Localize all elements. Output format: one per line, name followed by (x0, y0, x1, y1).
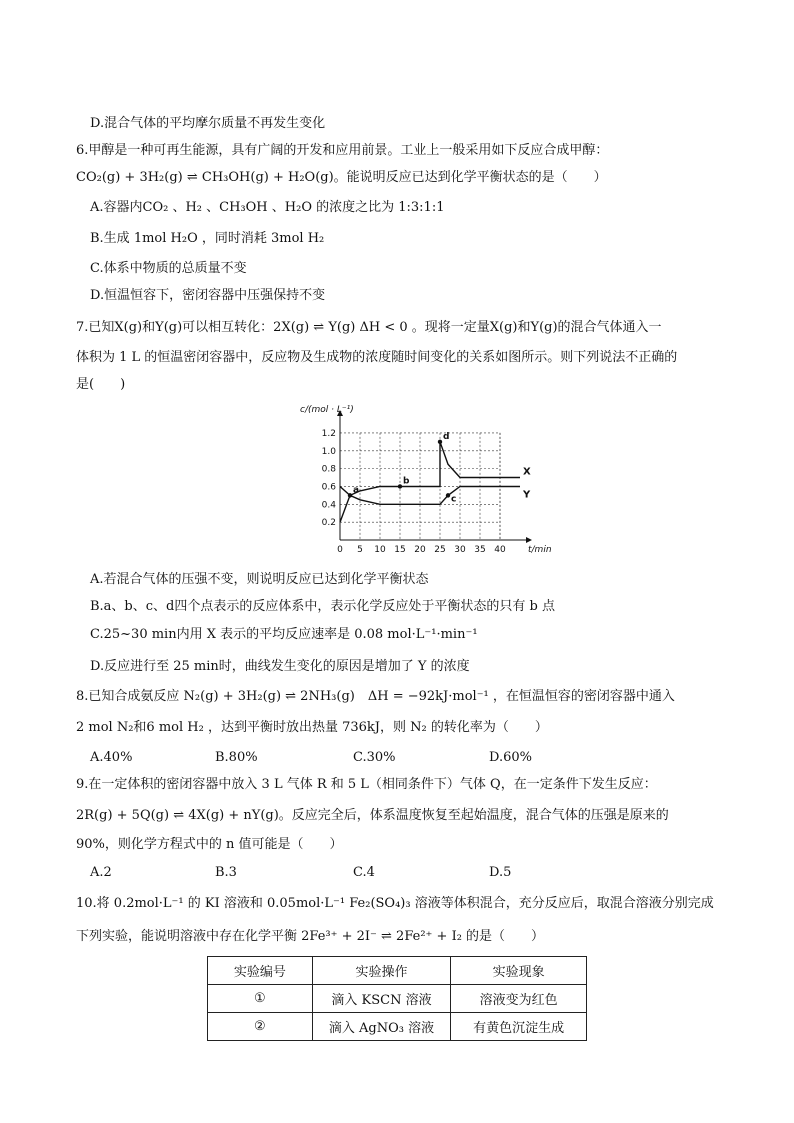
q6-option-d: D.恒温恒容下，密闭容器中压强保持不变 (90, 288, 326, 303)
q10-stem-line-1: 10.将 0.2mol·L⁻¹ 的 KI 溶液和 0.05mol·L⁻¹ Fe₂(SO₄)₃ 溶液等体积混合，充分反应后，取混合溶液分别完成 (76, 896, 714, 911)
y-tick-label: 0.2 (321, 518, 336, 529)
table-cell: 有黄色沉淀生成 (451, 1013, 587, 1041)
q8-option-c: C.30% (353, 750, 396, 765)
q9-option-b: B.3 (215, 865, 237, 880)
q6-equation: CO₂(g) + 3H₂(g) ⇌ CH₃OH(g) + H₂O(g)。能说明反应已达到化学平衡状态的是（ ） (76, 170, 607, 185)
q7-option-d: D.反应进行至 25 min时，曲线发生变化的原因是增加了 Y 的浓度 (90, 659, 470, 674)
q9-option-d: D.5 (489, 865, 512, 880)
q8-stem-line-2: 2 mol N₂和6 mol H₂ ，达到平衡时放出热量 736kJ，则 N₂ 的转化率为（ ） (76, 720, 548, 735)
q7-stem-line-1: 7.已知X(g)和Y(g)可以相互转化：2X(g) ⇌ Y(g) ΔH < 0 。现将一定量X(g)和Y(g)的混合气体通入一 (76, 320, 662, 335)
x-tick-label: 35 (474, 545, 486, 555)
q8-option-d: D.60% (489, 750, 532, 765)
x-tick-label: 25 (434, 545, 446, 555)
x-axis-arrow-icon (526, 537, 532, 543)
table-cell: 滴入 AgNO₃ 溶液 (312, 1013, 451, 1041)
series-line-x (340, 442, 520, 522)
point-label-d: d (443, 431, 450, 442)
q5-option-d: D.混合气体的平均摩尔质量不再发生变化 (90, 116, 326, 131)
q9-option-c: C.4 (353, 865, 375, 880)
q8-option-a: A.40% (90, 750, 133, 765)
data-point-c (446, 493, 450, 497)
y-tick-label: 0.4 (321, 500, 336, 511)
table-header: 实验现象 (451, 957, 587, 985)
series-label-y: Y (523, 489, 531, 501)
chart-labels (300, 405, 552, 555)
chart-axes (337, 410, 532, 543)
series-label-x: X (523, 466, 531, 478)
q7-stem-line-3: 是( ) (76, 377, 126, 392)
experiment-table (207, 956, 587, 1041)
x-tick-label: 30 (454, 545, 466, 555)
q9-option-a: A.2 (90, 865, 112, 880)
q6-option-a: A.容器内CO₂ 、H₂ 、CH₃OH 、H₂O 的浓度之比为 1:3:1:1 (90, 200, 445, 215)
q9-stem-line-1: 9.在一定体积的密闭容器中放入 3 L 气体 R 和 5 L（相同条件下）气体 Q，在一定条件下发生反应： (76, 777, 657, 792)
data-point-b (398, 484, 402, 488)
point-label-c: c (451, 494, 457, 505)
y-axis-label: c/(mol · L⁻¹) (300, 405, 354, 415)
data-point-a (348, 493, 352, 497)
table-cell: 滴入 KSCN 溶液 (312, 985, 451, 1013)
x-tick-label: 40 (494, 545, 506, 555)
table-header: 实验操作 (312, 957, 451, 985)
table-cell: ① (208, 985, 313, 1013)
q7-option-b: B.a、b、c、d四个点表示的反应体系中，表示化学反应处于平衡状态的只有 b 点 (90, 599, 555, 614)
q7-option-a: A.若混合气体的压强不变，则说明反应已达到化学平衡状态 (90, 572, 429, 587)
y-tick-label: 0.8 (321, 464, 336, 475)
x-tick-label: 0 (337, 545, 343, 555)
x-tick-label: 10 (374, 545, 386, 555)
q6-option-c: C.体系中物质的总质量不变 (90, 261, 247, 276)
x-axis-label: t/min (528, 545, 552, 555)
table-header-row (208, 957, 587, 985)
y-tick-label: 0.6 (321, 482, 336, 493)
table-row (208, 985, 587, 1013)
data-point-d (438, 440, 442, 444)
point-label-b: b (403, 476, 410, 487)
x-tick-label: 5 (357, 545, 363, 555)
x-tick-label: 20 (414, 545, 426, 555)
q7-stem-line-2: 体积为 1 L 的恒温密闭容器中，反应物及生成物的浓度随时间变化的关系如图所示。则下列说法不正确的 (76, 350, 678, 365)
q6-option-b: B.生成 1mol H₂O ，同时消耗 3mol H₂ (90, 231, 325, 246)
q10-stem-line-2: 下列实验，能说明溶液中存在化学平衡 2Fe³⁺ + 2I⁻ ⇌ 2Fe²⁺ + I₂ 的是（ ） (76, 929, 545, 944)
y-tick-label: 1.2 (321, 428, 336, 439)
q9-stem-line-2: 2R(g) + 5Q(g) ⇌ 4X(g) + nY(g)。反应完全后，体系温度恢复至起始温度，混合气体的压强是原来的 (76, 808, 669, 823)
chart-series (340, 442, 520, 522)
y-tick-label: 1.0 (321, 446, 336, 457)
table-row (208, 1013, 587, 1041)
q7-option-c: C.25~30 min内用 X 表示的平均反应速率是 0.08 mol·L⁻¹·min⁻¹ (90, 627, 478, 642)
x-tick-label: 15 (394, 545, 406, 555)
point-label-a: a (353, 485, 360, 496)
table-cell: 溶液变为红色 (451, 985, 587, 1013)
q6-stem: 6.甲醇是一种可再生能源，具有广阔的开发和应用前景。工业上一般采用如下反应合成甲醇： (76, 143, 609, 158)
q8-stem-line-1: 8.已知合成氨反应 N₂(g) + 3H₂(g) ⇌ 2NH₃(g) ΔH = −92kJ·mol⁻¹ ，在恒温恒容的密闭容器中通入 (76, 689, 675, 704)
table-header: 实验编号 (208, 957, 313, 985)
q8-option-b: B.80% (215, 750, 258, 765)
chart-marks (348, 440, 450, 498)
concentration-time-chart (292, 402, 552, 562)
table-cell: ② (208, 1013, 313, 1041)
q9-stem-line-3: 90%，则化学方程式中的 n 值可能是（ ） (76, 837, 343, 852)
